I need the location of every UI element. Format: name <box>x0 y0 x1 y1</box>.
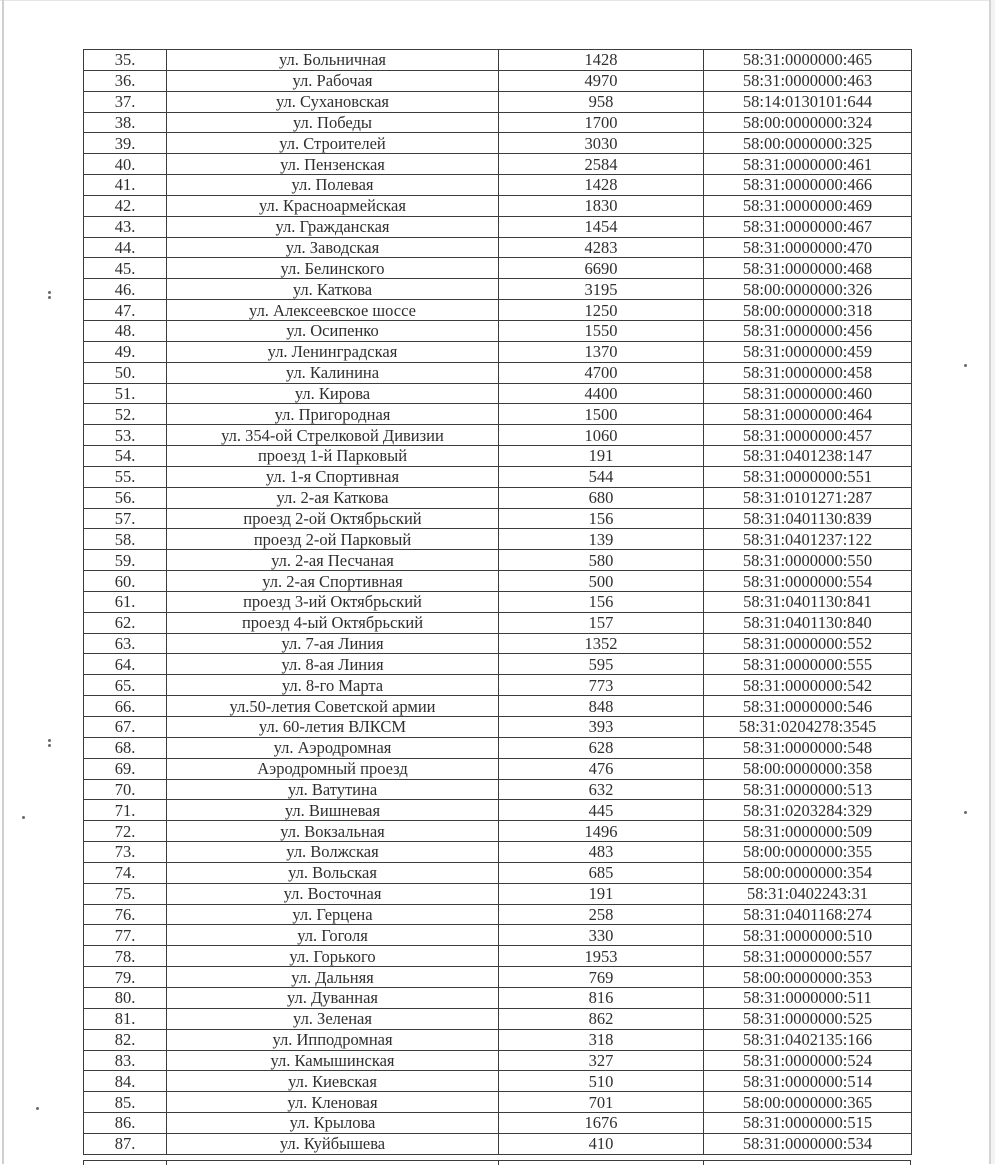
street-name: ул.50-летия Советской армии <box>167 696 499 717</box>
cadastral-number: 58:31:0402135:166 <box>704 1029 912 1050</box>
table-row <box>84 487 912 508</box>
road-length: 318 <box>499 1029 704 1050</box>
table-row <box>84 612 912 633</box>
table-row <box>84 842 912 863</box>
street-name: проезд 3-ий Октябрьский <box>167 591 499 612</box>
scan-speck <box>964 811 967 814</box>
road-length: 1700 <box>499 112 704 133</box>
table-row <box>84 1008 912 1029</box>
road-length: 769 <box>499 967 704 988</box>
row-number: 74. <box>84 862 167 883</box>
table-row <box>84 675 912 696</box>
street-name: ул. Сухановская <box>167 91 499 112</box>
street-name: ул. Дальняя <box>167 967 499 988</box>
street-name: проезд 1-й Парковый <box>167 446 499 467</box>
row-number: 55. <box>84 466 167 487</box>
page-right-edge <box>989 0 991 1164</box>
row-number: 63. <box>84 633 167 654</box>
road-length: 393 <box>499 717 704 738</box>
table-row <box>84 1071 912 1092</box>
street-name: ул. Кирова <box>167 383 499 404</box>
table-row <box>84 696 912 717</box>
road-length: 1953 <box>499 946 704 967</box>
scan-speck <box>48 291 51 294</box>
row-number: 60. <box>84 571 167 592</box>
table-row <box>84 175 912 196</box>
street-name: ул. 1-я Спортивная <box>167 466 499 487</box>
road-length: 510 <box>499 1071 704 1092</box>
table-row <box>84 529 912 550</box>
row-number: 87. <box>84 1133 167 1154</box>
row-number: 73. <box>84 842 167 863</box>
row-number: 65. <box>84 675 167 696</box>
cadastral-number: 58:31:0000000:552 <box>704 633 912 654</box>
cadastral-number: 58:31:0000000:465 <box>704 50 912 71</box>
cadastral-number: 58:31:0000000:515 <box>704 1113 912 1134</box>
street-name: ул. 7-ая Линия <box>167 633 499 654</box>
cadastral-number: 58:31:0000000:460 <box>704 383 912 404</box>
road-length: 2584 <box>499 154 704 175</box>
table-row <box>84 300 912 321</box>
table-row <box>84 383 912 404</box>
road-length: 3195 <box>499 279 704 300</box>
road-length: 862 <box>499 1008 704 1029</box>
street-name: проезд 2-ой Октябрьский <box>167 508 499 529</box>
row-number: 44. <box>84 237 167 258</box>
road-length: 1428 <box>499 50 704 71</box>
street-name: ул. Аэродромная <box>167 737 499 758</box>
street-name: ул. Вокзальная <box>167 821 499 842</box>
street-name: ул. Зеленая <box>167 1008 499 1029</box>
cadastral-number: 58:31:0000000:458 <box>704 362 912 383</box>
cadastral-number: 58:31:0000000:511 <box>704 987 912 1008</box>
row-number: 57. <box>84 508 167 529</box>
street-name: ул. Кленовая <box>167 1092 499 1113</box>
table-row <box>84 862 912 883</box>
scan-speck <box>36 1107 39 1110</box>
table-row <box>84 1092 912 1113</box>
road-length: 701 <box>499 1092 704 1113</box>
street-name: ул. Полевая <box>167 175 499 196</box>
road-length: 1352 <box>499 633 704 654</box>
road-length: 4400 <box>499 383 704 404</box>
table-row <box>84 821 912 842</box>
road-length: 1496 <box>499 821 704 842</box>
scan-speck <box>22 816 25 819</box>
road-length: 1550 <box>499 320 704 341</box>
cadastral-number: 58:31:0000000:525 <box>704 1008 912 1029</box>
street-name: ул. Осипенко <box>167 320 499 341</box>
street-name: ул. Куйбышева <box>167 1133 499 1154</box>
cadastral-number: 58:31:0000000:514 <box>704 1071 912 1092</box>
table-row <box>84 404 912 425</box>
row-number: 56. <box>84 487 167 508</box>
street-name: ул. Гражданская <box>167 216 499 237</box>
row-number: 46. <box>84 279 167 300</box>
row-number: 68. <box>84 737 167 758</box>
road-length: 330 <box>499 925 704 946</box>
row-number: 49. <box>84 341 167 362</box>
row-number: 70. <box>84 779 167 800</box>
cadastral-number: 58:31:0000000:510 <box>704 925 912 946</box>
scan-speck <box>48 744 51 747</box>
row-number: 43. <box>84 216 167 237</box>
street-name: ул. Рабочая <box>167 70 499 91</box>
table-row <box>84 654 912 675</box>
table-row <box>84 1133 912 1154</box>
row-number: 67. <box>84 717 167 738</box>
table-row <box>84 779 912 800</box>
table-row <box>84 91 912 112</box>
row-number: 47. <box>84 300 167 321</box>
row-number: 58. <box>84 529 167 550</box>
scan-speck <box>48 739 51 742</box>
row-number: 52. <box>84 404 167 425</box>
cadastral-number: 58:31:0000000:463 <box>704 70 912 91</box>
row-number: 53. <box>84 425 167 446</box>
table-row <box>84 216 912 237</box>
row-number: 77. <box>84 925 167 946</box>
table-row <box>84 508 912 529</box>
road-length: 156 <box>499 591 704 612</box>
row-number: 86. <box>84 1113 167 1134</box>
road-length: 1500 <box>499 404 704 425</box>
table-row <box>84 112 912 133</box>
page-left-edge <box>2 0 4 1164</box>
table-border <box>910 1161 911 1165</box>
table-row <box>84 591 912 612</box>
roads-registry-table <box>83 49 912 1155</box>
table-row <box>84 466 912 487</box>
street-name: ул. 2-ая Песчаная <box>167 550 499 571</box>
street-name: ул. Ипподромная <box>167 1029 499 1050</box>
row-number: 71. <box>84 800 167 821</box>
road-length: 258 <box>499 904 704 925</box>
road-length: 327 <box>499 1050 704 1071</box>
table-row <box>84 967 912 988</box>
street-name: ул. Пензенская <box>167 154 499 175</box>
cadastral-number: 58:31:0000000:534 <box>704 1133 912 1154</box>
row-number: 69. <box>84 758 167 779</box>
road-length: 958 <box>499 91 704 112</box>
table-body <box>84 50 912 1155</box>
row-number: 36. <box>84 70 167 91</box>
cadastral-number: 58:31:0101271:287 <box>704 487 912 508</box>
row-number: 84. <box>84 1071 167 1092</box>
road-length: 816 <box>499 987 704 1008</box>
row-number: 81. <box>84 1008 167 1029</box>
cadastral-number: 58:00:0000000:365 <box>704 1092 912 1113</box>
table-row <box>84 1029 912 1050</box>
table-row <box>84 70 912 91</box>
cadastral-number: 58:00:0000000:354 <box>704 862 912 883</box>
cadastral-number: 58:31:0000000:557 <box>704 946 912 967</box>
cadastral-number: 58:31:0000000:524 <box>704 1050 912 1071</box>
road-length: 628 <box>499 737 704 758</box>
road-length: 1830 <box>499 195 704 216</box>
cadastral-number: 58:31:0000000:470 <box>704 237 912 258</box>
cadastral-number: 58:31:0000000:550 <box>704 550 912 571</box>
road-length: 595 <box>499 654 704 675</box>
street-name: проезд 2-ой Парковый <box>167 529 499 550</box>
table-border <box>703 1161 704 1165</box>
table-row <box>84 946 912 967</box>
table-row <box>84 50 912 71</box>
street-name: ул. Герцена <box>167 904 499 925</box>
table-row <box>84 258 912 279</box>
row-number: 85. <box>84 1092 167 1113</box>
street-name: ул. Крылова <box>167 1113 499 1134</box>
table-row <box>84 1113 912 1134</box>
row-number: 50. <box>84 362 167 383</box>
street-name: ул. Красноармейская <box>167 195 499 216</box>
street-name: ул. 60-летия ВЛКСМ <box>167 717 499 738</box>
street-name: ул. Каткова <box>167 279 499 300</box>
street-name: ул. Волжская <box>167 842 499 863</box>
cadastral-number: 58:31:0000000:554 <box>704 571 912 592</box>
cadastral-number: 58:31:0000000:548 <box>704 737 912 758</box>
street-name: ул. Дуванная <box>167 987 499 1008</box>
street-name: проезд 4-ый Октябрьский <box>167 612 499 633</box>
table-row <box>84 320 912 341</box>
cadastral-number: 58:31:0000000:467 <box>704 216 912 237</box>
cadastral-number: 58:00:0000000:355 <box>704 842 912 863</box>
road-length: 4283 <box>499 237 704 258</box>
table-row <box>84 154 912 175</box>
road-length: 1250 <box>499 300 704 321</box>
scan-speck <box>964 364 967 367</box>
street-name: ул. Камышинская <box>167 1050 499 1071</box>
cadastral-number: 58:00:0000000:326 <box>704 279 912 300</box>
cadastral-number: 58:31:0401130:839 <box>704 508 912 529</box>
road-length: 580 <box>499 550 704 571</box>
road-length: 1060 <box>499 425 704 446</box>
row-number: 51. <box>84 383 167 404</box>
road-length: 4970 <box>499 70 704 91</box>
table-row <box>84 425 912 446</box>
road-length: 1676 <box>499 1113 704 1134</box>
street-name: ул. Калинина <box>167 362 499 383</box>
street-name: ул. Вишневая <box>167 800 499 821</box>
road-length: 191 <box>499 883 704 904</box>
table-row <box>84 446 912 467</box>
road-length: 632 <box>499 779 704 800</box>
road-length: 157 <box>499 612 704 633</box>
row-number: 48. <box>84 320 167 341</box>
street-name: ул. Гоголя <box>167 925 499 946</box>
cadastral-number: 58:31:0000000:466 <box>704 175 912 196</box>
street-name: ул. Восточная <box>167 883 499 904</box>
row-number: 41. <box>84 175 167 196</box>
table-continuation-edge <box>83 1160 911 1165</box>
table-row <box>84 237 912 258</box>
table-border <box>498 1161 499 1165</box>
road-length: 685 <box>499 862 704 883</box>
table-row <box>84 758 912 779</box>
road-length: 680 <box>499 487 704 508</box>
cadastral-number: 58:31:0401238:147 <box>704 446 912 467</box>
cadastral-number: 58:31:0000000:468 <box>704 258 912 279</box>
street-name: ул. Горького <box>167 946 499 967</box>
street-name: ул. Белинского <box>167 258 499 279</box>
cadastral-number: 58:31:0000000:459 <box>704 341 912 362</box>
table-row <box>84 987 912 1008</box>
street-name: ул. Алексеевское шоссе <box>167 300 499 321</box>
cadastral-number: 58:00:0000000:325 <box>704 133 912 154</box>
road-length: 410 <box>499 1133 704 1154</box>
table-row <box>84 550 912 571</box>
cadastral-number: 58:00:0000000:353 <box>704 967 912 988</box>
cadastral-number: 58:31:0000000:509 <box>704 821 912 842</box>
road-length: 191 <box>499 446 704 467</box>
row-number: 39. <box>84 133 167 154</box>
road-length: 848 <box>499 696 704 717</box>
road-length: 6690 <box>499 258 704 279</box>
row-number: 80. <box>84 987 167 1008</box>
street-name: ул. 8-ая Линия <box>167 654 499 675</box>
row-number: 35. <box>84 50 167 71</box>
cadastral-number: 58:31:0000000:464 <box>704 404 912 425</box>
row-number: 64. <box>84 654 167 675</box>
cadastral-number: 58:31:0401168:274 <box>704 904 912 925</box>
street-name: ул. Победы <box>167 112 499 133</box>
table-row <box>84 341 912 362</box>
table-border <box>166 1161 167 1165</box>
road-length: 500 <box>499 571 704 592</box>
row-number: 79. <box>84 967 167 988</box>
road-length: 156 <box>499 508 704 529</box>
row-number: 62. <box>84 612 167 633</box>
street-name: Аэродромный проезд <box>167 758 499 779</box>
row-number: 37. <box>84 91 167 112</box>
table-row <box>84 925 912 946</box>
street-name: ул. 354-ой Стрелковой Дивизии <box>167 425 499 446</box>
table-row <box>84 633 912 654</box>
cadastral-number: 58:00:0000000:318 <box>704 300 912 321</box>
row-number: 61. <box>84 591 167 612</box>
road-length: 1428 <box>499 175 704 196</box>
cadastral-number: 58:31:0000000:457 <box>704 425 912 446</box>
street-name: ул. Строителей <box>167 133 499 154</box>
table-row <box>84 904 912 925</box>
row-number: 66. <box>84 696 167 717</box>
road-length: 3030 <box>499 133 704 154</box>
row-number: 72. <box>84 821 167 842</box>
cadastral-number: 58:31:0000000:461 <box>704 154 912 175</box>
cadastral-number: 58:31:0000000:546 <box>704 696 912 717</box>
row-number: 40. <box>84 154 167 175</box>
road-length: 773 <box>499 675 704 696</box>
street-name: ул. Пригородная <box>167 404 499 425</box>
street-name: ул. 8-го Марта <box>167 675 499 696</box>
road-length: 445 <box>499 800 704 821</box>
street-name: ул. 2-ая Каткова <box>167 487 499 508</box>
table-row <box>84 1050 912 1071</box>
row-number: 54. <box>84 446 167 467</box>
row-number: 78. <box>84 946 167 967</box>
cadastral-number: 58:31:0000000:555 <box>704 654 912 675</box>
road-length: 139 <box>499 529 704 550</box>
road-length: 483 <box>499 842 704 863</box>
table-row <box>84 195 912 216</box>
row-number: 75. <box>84 883 167 904</box>
cadastral-number: 58:31:0401130:841 <box>704 591 912 612</box>
table-row <box>84 800 912 821</box>
cadastral-number: 58:00:0000000:358 <box>704 758 912 779</box>
street-name: ул. Вольская <box>167 862 499 883</box>
table-row <box>84 279 912 300</box>
street-name: ул. Ленинградская <box>167 341 499 362</box>
road-length: 1370 <box>499 341 704 362</box>
cadastral-number: 58:31:0000000:469 <box>704 195 912 216</box>
table-row <box>84 717 912 738</box>
row-number: 76. <box>84 904 167 925</box>
cadastral-number: 58:31:0203284:329 <box>704 800 912 821</box>
cadastral-number: 58:14:0130101:644 <box>704 91 912 112</box>
road-length: 476 <box>499 758 704 779</box>
table-row <box>84 571 912 592</box>
row-number: 45. <box>84 258 167 279</box>
street-name: ул. Ватутина <box>167 779 499 800</box>
cadastral-number: 58:00:0000000:324 <box>704 112 912 133</box>
street-name: ул. Больничная <box>167 50 499 71</box>
table-border <box>83 1161 84 1165</box>
street-name: ул. 2-ая Спортивная <box>167 571 499 592</box>
table-row <box>84 737 912 758</box>
cadastral-number: 58:31:0402243:31 <box>704 883 912 904</box>
table-row <box>84 883 912 904</box>
cadastral-number: 58:31:0401237:122 <box>704 529 912 550</box>
cadastral-number: 58:31:0000000:551 <box>704 466 912 487</box>
street-name: ул. Киевская <box>167 1071 499 1092</box>
row-number: 83. <box>84 1050 167 1071</box>
street-name: ул. Заводская <box>167 237 499 258</box>
table-row <box>84 133 912 154</box>
row-number: 59. <box>84 550 167 571</box>
cadastral-number: 58:31:0000000:542 <box>704 675 912 696</box>
row-number: 42. <box>84 195 167 216</box>
road-length: 1454 <box>499 216 704 237</box>
road-length: 4700 <box>499 362 704 383</box>
table-row <box>84 362 912 383</box>
row-number: 82. <box>84 1029 167 1050</box>
page-right-shadow <box>991 0 995 1164</box>
cadastral-number: 58:31:0401130:840 <box>704 612 912 633</box>
cadastral-number: 58:31:0000000:456 <box>704 320 912 341</box>
road-length: 544 <box>499 466 704 487</box>
cadastral-number: 58:31:0204278:3545 <box>704 717 912 738</box>
cadastral-number: 58:31:0000000:513 <box>704 779 912 800</box>
scan-speck <box>48 296 51 299</box>
row-number: 38. <box>84 112 167 133</box>
